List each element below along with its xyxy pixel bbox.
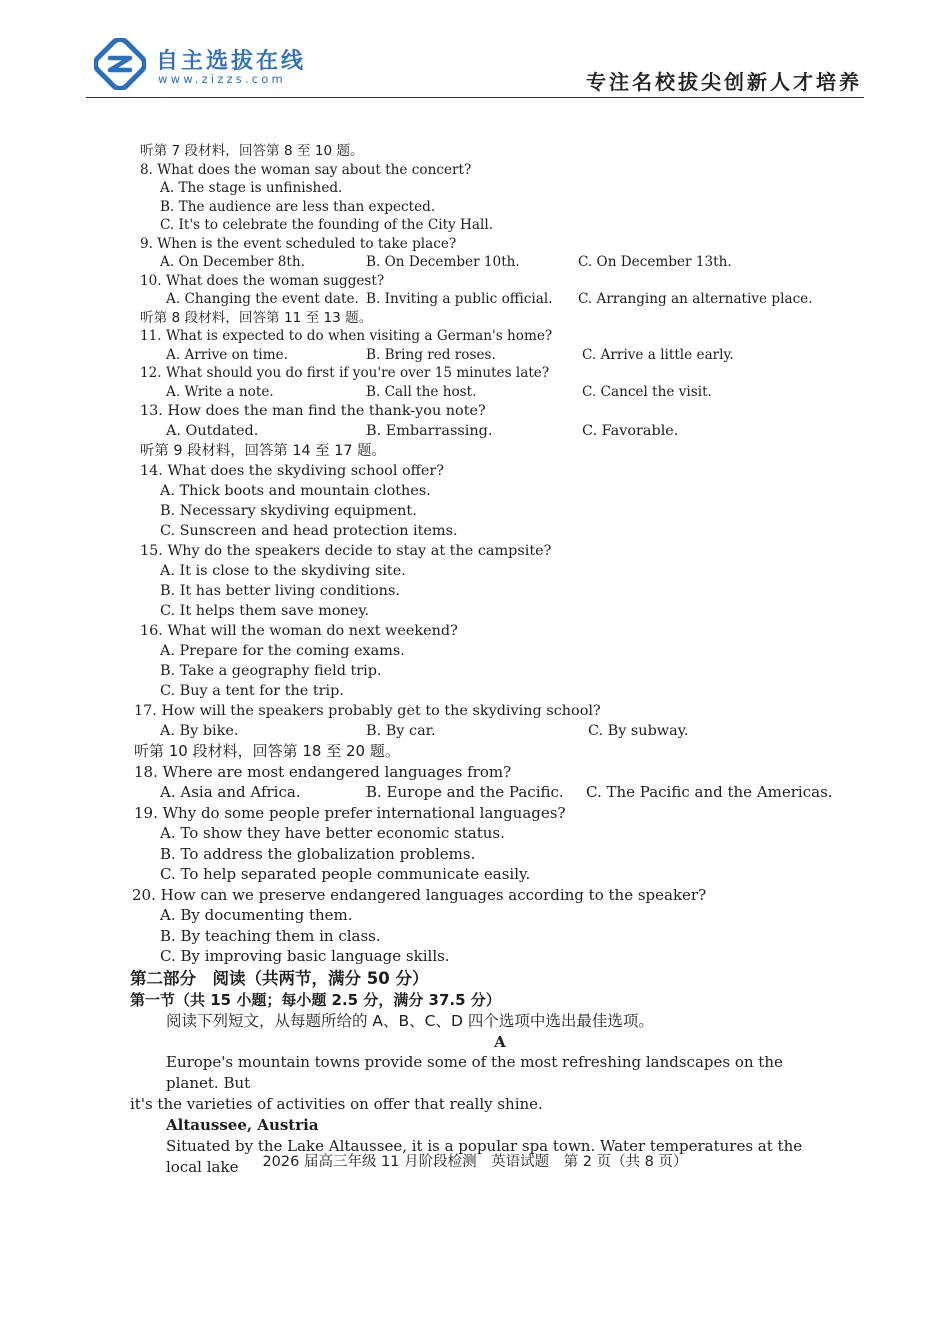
question-19-option-a: A. To show they have better economic status. bbox=[160, 824, 505, 842]
passage-label: A bbox=[494, 1032, 506, 1051]
question-20-option-c: C. By improving basic language skills. bbox=[160, 947, 450, 965]
question-18-options bbox=[130, 782, 833, 803]
question-15-option-a: A. It is close to the skydiving site. bbox=[160, 563, 406, 579]
section-heading-10: 听第 10 段材料，回答第 18 至 20 题。 bbox=[134, 742, 400, 760]
page-header bbox=[0, 0, 950, 100]
question-9-option-c: C. On December 13th. bbox=[578, 254, 732, 270]
question-14-stem: 14. What does the skydiving school offer? bbox=[140, 463, 445, 479]
question-11-option-c: C. Arrive a little early. bbox=[582, 346, 734, 363]
question-16-option-a: A. Prepare for the coming exams. bbox=[160, 643, 405, 659]
question-9-option-a: A. On December 8th. bbox=[160, 254, 305, 270]
reading-instruction: 阅读下列短文，从每题所给的 A、B、C、D 四个选项中选出最佳选项。 bbox=[166, 1011, 654, 1030]
question-11-options bbox=[130, 346, 830, 365]
question-16-stem: 16. What will the woman do next weekend? bbox=[140, 623, 458, 639]
passage-intro-line-2: it's the varieties of activities on offer that really shine. bbox=[130, 1094, 543, 1113]
question-15-option-b: B. It has better living conditions. bbox=[160, 583, 400, 599]
question-16-option-c: C. Buy a tent for the trip. bbox=[160, 683, 344, 699]
header-divider bbox=[86, 97, 864, 98]
question-19-option-b: B. To address the globalization problems. bbox=[160, 844, 476, 863]
header-slogan: 专注名校拔尖创新人才培养 bbox=[586, 70, 862, 94]
question-15-stem: 15. Why do the speakers decide to stay at the campsite? bbox=[140, 543, 552, 559]
question-18-stem: 18. Where are most endangered languages from? bbox=[134, 762, 512, 781]
question-14-option-a: A. Thick boots and mountain clothes. bbox=[160, 483, 431, 499]
question-8-option-c: C. It's to celebrate the founding of the City Hall. bbox=[160, 217, 494, 233]
question-14-option-b: B. Necessary skydiving equipment. bbox=[160, 503, 417, 519]
question-8-option-a: A. The stage is unfinished. bbox=[160, 180, 343, 196]
question-16-option-b: B. Take a geography field trip. bbox=[160, 663, 382, 679]
part-two-subtitle: 第一节（共 15 小题；每小题 2.5 分，满分 37.5 分） bbox=[130, 990, 501, 1009]
question-10-options bbox=[130, 290, 830, 309]
brand-url: www.zizzs.com bbox=[158, 72, 286, 86]
question-17-option-c: C. By subway. bbox=[588, 723, 689, 739]
question-13-options bbox=[130, 421, 830, 441]
question-13-option-a: A. Outdated. bbox=[166, 423, 259, 439]
question-10-stem: 10. What does the woman suggest? bbox=[140, 272, 385, 289]
question-9-options bbox=[130, 253, 830, 272]
page-footer: 2026 届高三年级 11 月阶段检测 英语试题 第 2 页（共 8 页） bbox=[262, 1154, 688, 1170]
question-13-stem: 13. How does the man find the thank-you note? bbox=[140, 403, 486, 419]
question-10-option-b: B. Inviting a public official. bbox=[366, 291, 553, 307]
question-19-stem: 19. Why do some people prefer international languages? bbox=[134, 803, 566, 822]
question-15-option-c: C. It helps them save money. bbox=[160, 603, 370, 619]
question-11-option-a: A. Arrive on time. bbox=[166, 346, 288, 363]
question-12-option-c: C. Cancel the visit. bbox=[582, 383, 712, 400]
passage-intro-line-1: Europe's mountain towns provide some of the most refreshing landscapes on the planet. But bbox=[166, 1052, 783, 1092]
question-20-stem: 20. How can we preserve endangered languages according to the speaker? bbox=[132, 885, 707, 904]
brand-name: 自主选拔在线 bbox=[156, 49, 307, 74]
question-12-options bbox=[130, 383, 830, 402]
zizzs-logo-icon bbox=[94, 38, 146, 90]
question-18-option-b: B. Europe and the Pacific. bbox=[366, 783, 564, 801]
question-11-option-b: B. Bring red roses. bbox=[366, 346, 496, 363]
section-heading-7: 听第 7 段材料，回答第 8 至 10 题。 bbox=[140, 143, 364, 159]
question-9-stem: 9. When is the event scheduled to take place? bbox=[140, 235, 457, 252]
question-19-option-c: C. To help separated people communicate easily. bbox=[160, 865, 531, 883]
question-18-option-a: A. Asia and Africa. bbox=[160, 783, 301, 801]
question-12-stem: 12. What should you do first if you're over 15 minutes late? bbox=[140, 365, 550, 381]
question-17-options bbox=[130, 721, 830, 741]
question-20-option-a: A. By documenting them. bbox=[160, 906, 353, 924]
question-13-option-b: B. Embarrassing. bbox=[366, 423, 493, 439]
question-10-option-a: A. Changing the event date. bbox=[166, 291, 359, 307]
place-title: Altaussee, Austria bbox=[166, 1115, 319, 1134]
question-17-option-b: B. By car. bbox=[366, 723, 436, 739]
question-11-stem: 11. What is expected to do when visiting a German's home? bbox=[140, 328, 553, 344]
question-13-option-c: C. Favorable. bbox=[582, 423, 679, 439]
question-18-option-c: C. The Pacific and the Americas. bbox=[586, 783, 833, 801]
question-12-option-b: B. Call the host. bbox=[366, 383, 477, 400]
question-14-option-c: C. Sunscreen and head protection items. bbox=[160, 523, 458, 539]
section-heading-9: 听第 9 段材料，回答第 14 至 17 题。 bbox=[140, 443, 386, 459]
exam-content bbox=[130, 142, 833, 1178]
question-12-option-a: A. Write a note. bbox=[166, 383, 274, 400]
question-17-option-a: A. By bike. bbox=[160, 723, 239, 739]
part-two-title: 第二部分 阅读（共两节，满分 50 分） bbox=[130, 968, 429, 988]
question-8-stem: 8. What does the woman say about the concert? bbox=[140, 161, 472, 178]
question-10-option-c: C. Arranging an alternative place. bbox=[578, 291, 813, 307]
section-heading-8: 听第 8 段材料，回答第 11 至 13 题。 bbox=[140, 309, 373, 326]
question-20-option-b: B. By teaching them in class. bbox=[160, 926, 381, 945]
question-9-option-b: B. On December 10th. bbox=[366, 254, 520, 270]
question-17-stem: 17. How will the speakers probably get to the skydiving school? bbox=[134, 703, 601, 719]
place-description-line-1: Situated by the Lake Altaussee, it is a popular spa town. Water temperatures at the local lake bbox=[166, 1136, 803, 1176]
question-8-option-b: B. The audience are less than expected. bbox=[160, 198, 436, 215]
